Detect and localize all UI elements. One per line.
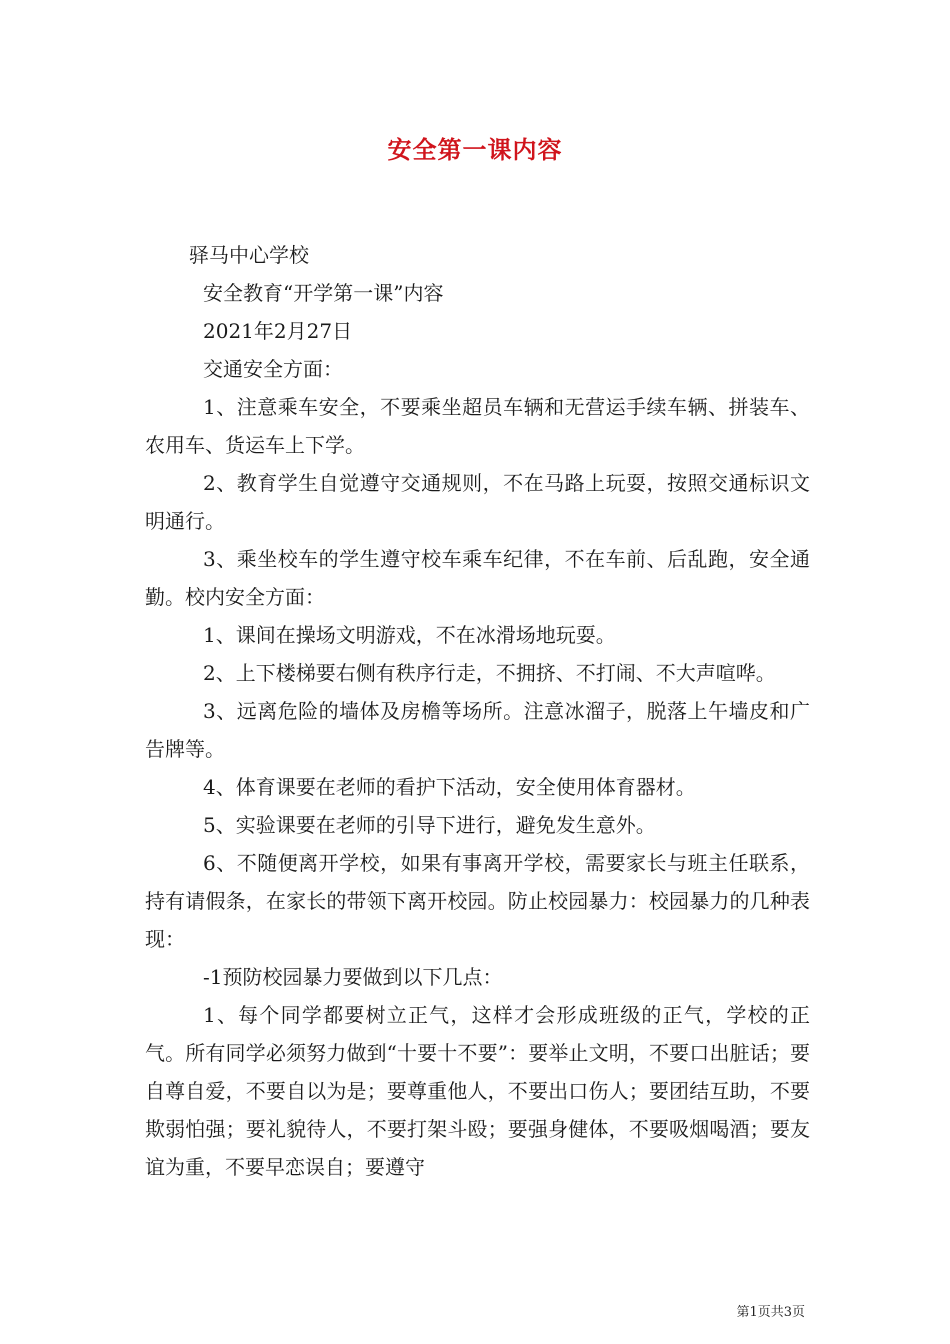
school-name: 驿马中心学校 xyxy=(189,243,309,267)
paragraph: -1预防校园暴力要做到以下几点： xyxy=(203,965,503,989)
paragraph: 3、远离危险的墙体及房檐等场所。注意冰溜子，脱落上午墙皮和广告牌等。 xyxy=(145,699,810,761)
document-body xyxy=(145,236,810,1186)
paragraph: 2、教育学生自觉遵守交通规则，不在马路上玩耍，按照交通标识文明通行。 xyxy=(145,471,810,533)
paragraph: 1、课间在操场文明游戏，不在冰滑场地玩耍。 xyxy=(203,623,616,647)
paragraph: 1、注意乘车安全，不要乘坐超员车辆和无营运手续车辆、拼装车、农用车、货运车上下学。 xyxy=(145,395,810,457)
section-heading-traffic: 交通安全方面： xyxy=(203,357,343,381)
paragraph: 3、乘坐校车的学生遵守校车乘车纪律，不在车前、后乱跑，安全通勤。校内安全方面： xyxy=(145,547,810,609)
subject-line: 安全教育“开学第一课”内容 xyxy=(203,281,444,305)
paragraph: 1、每个同学都要树立正气，这样才会形成班级的正气，学校的正气。所有同学必须努力做到“十要十不要”：要举止文明，不要口出脏话；要自尊自爱，不要自以为是；要尊重他人，不要出口伤人；要团结互助，不要欺弱怕强；要礼貌待人，不要打架斗殴；要强身健体，不要吸烟喝酒；要友谊为重，不要早恋误自；要遵守 xyxy=(145,1003,810,1179)
document-title: 安全第一课内容 xyxy=(387,135,563,164)
paragraph: 4、体育课要在老师的看护下活动，安全使用体育器材。 xyxy=(203,775,696,799)
paragraph: 2、上下楼梯要右侧有秩序行走，不拥挤、不打闹、不大声喧哗。 xyxy=(203,661,776,685)
paragraph: 6、不随便离开学校，如果有事离开学校，需要家长与班主任联系，持有请假条，在家长的带领下离开校园。防止校园暴力：校园暴力的几种表现： xyxy=(145,851,810,951)
page-number-footer: 第1页共3页 xyxy=(736,1305,805,1320)
date-line: 2021年2月27日 xyxy=(203,319,353,343)
paragraph: 5、实验课要在老师的引导下进行，避免发生意外。 xyxy=(203,813,656,837)
